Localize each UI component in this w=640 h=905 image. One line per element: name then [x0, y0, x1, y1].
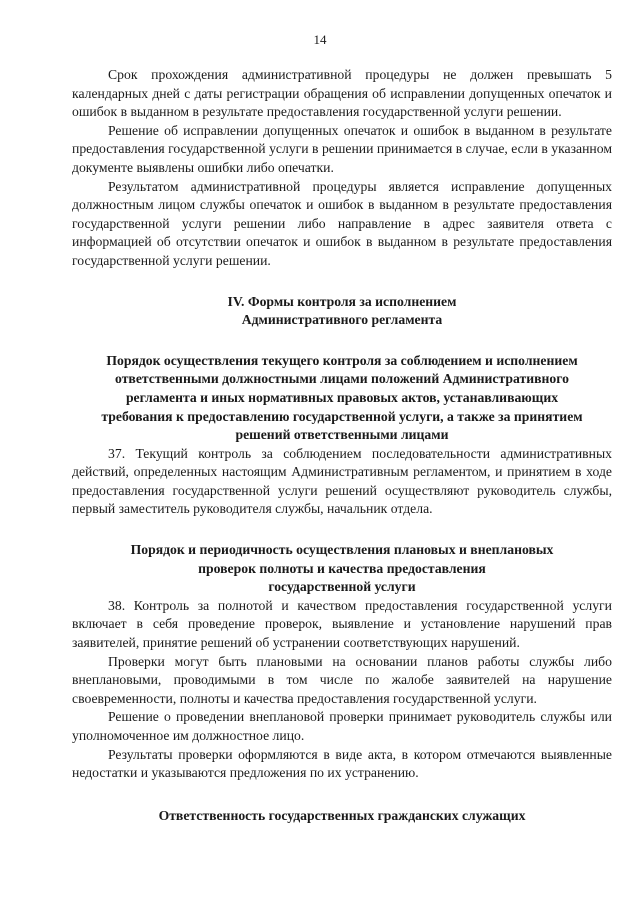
- paragraph-38: 38. Контроль за полнотой и качеством предоставления государственной услуги включает в себя проведение проверок, выявление и установление нарушений прав заявителей, принятие решений об устранении соответствующих нарушений.: [72, 597, 612, 651]
- subheading-1-line-1: Порядок осуществления текущего контроля за соблюдением и исполнением: [106, 352, 578, 368]
- document-body: [72, 66, 612, 825]
- subheading-2-line-3: государственной услуги: [268, 579, 416, 595]
- subheading-responsibility: Ответственность государственных гражданских служащих: [158, 807, 526, 823]
- subheading-2-line-2: проверок полноты и качества предоставления: [198, 560, 486, 576]
- section-heading: [72, 293, 612, 330]
- subheading-2-line-1: Порядок и периодичность осуществления плановых и внеплановых: [130, 542, 554, 558]
- paragraph-37: 37. Текущий контроль за соблюдением последовательности административных действий, определенных настоящим Административным регламентом, и принятием в ходе предоставления государственной услуги решений осуществляют руководитель службы, первый заместитель руководителя службы, начальник отдела.: [72, 445, 612, 517]
- paragraph-deadline: Срок прохождения административной процедуры не должен превышать 5 календарных дней с даты регистрации обращения об исправлении допущенных опечаток и ошибок в выданном в результате предоставления государственной услуги решении.: [72, 67, 612, 120]
- paragraph-procedure-result: Результатом административной процедуры является исправление допущенных должностным лицом службы опечаток и ошибок в выданном в результате предоставления государственной услуги решении либо направление в адрес заявителя ответа с информацией об отсутствии опечаток и ошибок в выданном в результате предоставления государственной услуги решении.: [72, 178, 612, 268]
- subheading-inspections: [72, 541, 612, 597]
- paragraph-inspection-results: Результаты проверки оформляются в виде акта, в котором отмечаются выявленные недостатки и указываются предложения по их устранению.: [72, 746, 612, 781]
- section-heading-line-1: IV. Формы контроля за исполнением: [227, 293, 457, 309]
- page-number: 14: [313, 32, 327, 47]
- subheading-1-line-4: требования к предоставлению государственной услуги, а также за принятием: [101, 408, 583, 424]
- paragraph-inspection-types: Проверки могут быть плановыми на основании планов работы службы либо внеплановыми, проводимыми в том числе по жалобе заявителей на нарушение своевременности, полноты и качества предоставления государственной услуги.: [72, 653, 612, 706]
- section-heading-line-2: Административного регламента: [241, 312, 443, 328]
- paragraph-unscheduled-decision: Решение о проведении внеплановой проверки принимает руководитель службы или уполномоченное им должностное лицо.: [72, 709, 612, 743]
- subheading-1-line-5: решений ответственными лицами: [235, 427, 449, 443]
- subheading-1-line-2: ответственными должностными лицами положений Административного: [115, 371, 569, 387]
- paragraph-correction-decision: Решение об исправлении допущенных опечаток и ошибок в выданном в результате предоставления государственной услуги в решении принимается в случае, если в указанном документе выявлены ошибки либо опечатки.: [72, 122, 612, 175]
- subheading-current-control: [72, 352, 612, 445]
- subheading-1-line-3: регламента и иных нормативных правовых актов, устанавливающих: [125, 389, 559, 405]
